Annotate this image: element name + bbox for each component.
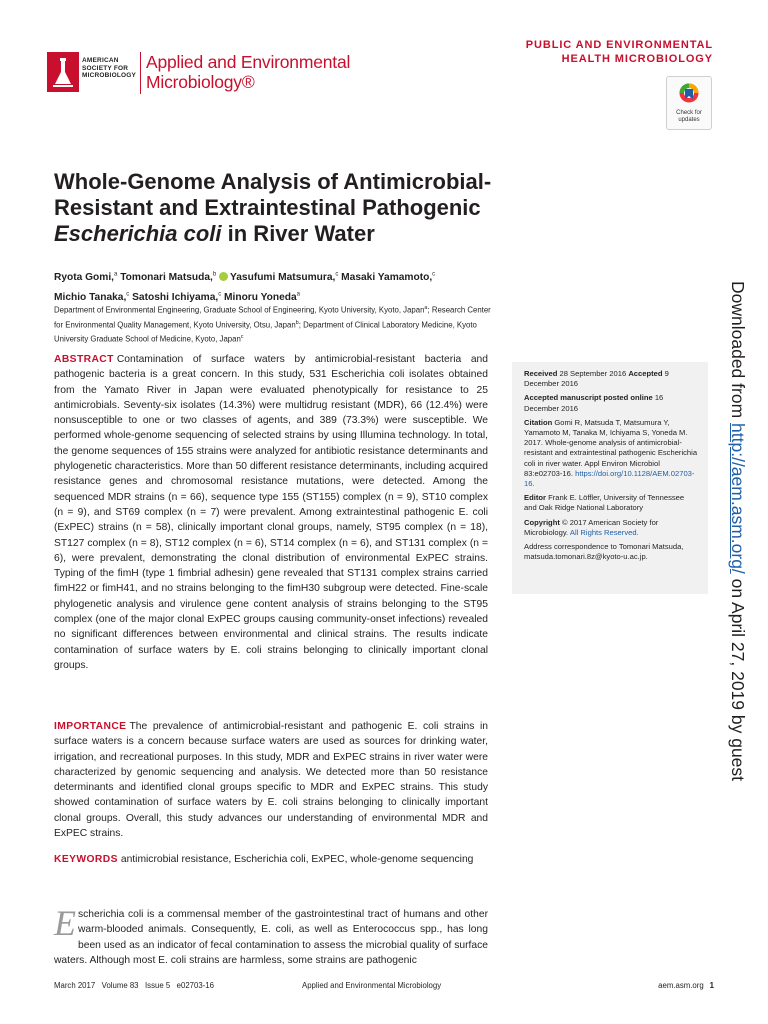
correspondence-block: Address correspondence to Tomonari Matsuda, matsuda.tomonari.8z@kyoto-u.ac.jp.	[524, 542, 684, 562]
drop-cap: E	[54, 903, 76, 943]
dates-block: Received 28 September 2016 Accepted 9 December 2016	[524, 369, 669, 389]
editor-block: Editor Frank E. Löffler, University of Tennessee and Oak Ridge National Laboratory	[524, 493, 685, 513]
page-number: 1	[709, 981, 714, 990]
asm-logo-icon[interactable]	[47, 52, 79, 92]
article-title: Whole-Genome Analysis of Antimicrobial- Resistant and Extraintestinal Pathogenic Escherichia coli in River Water	[54, 169, 492, 246]
footer-journal-name: Applied and Environmental Microbiology	[302, 981, 442, 990]
abstract-label: ABSTRACT	[54, 354, 114, 365]
keywords-label: KEYWORDS	[54, 854, 118, 865]
abstract-text: Contamination of surface waters by antimicrobial-resistant bacteria and pathogenic bacteria is a great concern. In this study, 531 Escherichia coli isolates obtained from the Yamato River in Japan were evaluated phenotypically for resistance to 25 antimicrobials. Seventy-six isolates (14.3%) were multidrug resistant (MDR), 66 (12.4%) were nonsusceptible to one or two classes of agents, and 389 (73.3%) were susceptible. We performed whole-genome sequencing of selected strains by using Illumina technology. In total, the genome sequences of 155 strains were analyzed for antibiotic resistance determinants and phylogenetic characteristics. More than 50 different resistance determinants, including acquired resistance genes and chromosomal resistance mutations, were detected. Among the sequenced MDR strains (n = 66), sequence type 155 (ST155) complex (n = 9), ST10 complex (n = 9), and ST69 complex (n = 7) were prevalent. Among extraintestinal pathogenic E. coli (ExPEC) strains (n = 58), clinically important clonal groups, namely, ST95 complex (n = 18), ST127 complex (n = 8), ST12 complex (n = 6), ST14 complex (n = 6), and ST131 complex (n = 6), were prevalent, demonstrating the clonal distribution of environmental ExPEC strains. Typing of the fimH (type 1 fimbrial adhesin) gene revealed that ST131 complex strains carried fimH22 or fimH41, and no strains belonging to the fimH30 subgroup were detected. Fine-scale phylogenetic analysis and virulence gene content analysis of strains belonging to the ST95 complex (one of the major clonal ExPEC groups causing community-onset infections) revealed no significant differences between environmental and clinical strains. The results indicate contamination of surface waters by E. coli strains belonging to clinically important clonal groups.	[54, 354, 488, 671]
author-name[interactable]: Masaki Yamamoto,$^c$	[341, 272, 436, 284]
check-for-updates-label: Check for updates	[676, 110, 702, 123]
download-notice: Downloaded from http://aem.asm.org/ on April 27, 2019 by guest	[728, 281, 748, 782]
keywords-paragraph	[54, 852, 488, 867]
check-for-updates-button[interactable]	[666, 76, 712, 130]
abstract-paragraph	[54, 352, 488, 673]
footer-site	[658, 981, 714, 991]
keywords-text: antimicrobial resistance, Escherichia coli, ExPEC, whole-genome sequencing	[120, 854, 474, 865]
author-name[interactable]: Yasufumi Matsumura,$^c$	[219, 272, 338, 283]
crossmark-icon	[679, 83, 699, 107]
author-name[interactable]: Minoru Yoneda$^a$	[224, 291, 301, 303]
author-name[interactable]: Michio Tanaka,$^c$	[54, 291, 130, 303]
site-link[interactable]: aem.asm.org	[658, 981, 704, 990]
article-info-box	[512, 362, 708, 594]
journal-name[interactable]: Applied and Environmental Microbiology®	[146, 52, 351, 92]
section-label: PUBLIC AND ENVIRONMENTAL HEALTH MICROBIOLOGY	[525, 39, 713, 65]
journal-site-link[interactable]: http://aem.asm.org/	[728, 423, 748, 574]
author-name[interactable]: Satoshi Ichiyama,$^c$	[132, 291, 222, 303]
author-name[interactable]: Ryota Gomi,$^a$	[54, 272, 118, 284]
affiliations: Department of Environmental Engineering, Graduate School of Engineering, Kyoto University, Kyoto, Japan$^a$; Research Center for Environmental Quality Management, Kyoto University, Otsu, Japan$^b$; Department of Clinical Laboratory Medicine, Kyoto University Graduate School of Medicine, Kyoto, Japan$^c$	[54, 305, 491, 344]
society-name: AMERICAN SOCIETY FOR MICROBIOLOGY	[82, 57, 137, 79]
citation-block: Citation Gomi R, Matsuda T, Matsumura Y, Yamamoto M, Tanaka M, Ichiyama S, Yoneda M. 2017. Whole-genome analysis of antimicrobial-resistant and extraintestinal pathogenic Escherichia coli in river water. Appl Environ Microbiol 83:e02703-16. https://doi.org/10.1128/AEM.02703-16.	[524, 417, 698, 489]
importance-label: IMPORTANCE	[54, 721, 127, 732]
rights-link[interactable]: All Rights Reserved.	[569, 527, 639, 537]
logo-divider	[140, 52, 141, 94]
issue-info: March 2017 Volume 83 Issue 5 e02703-16	[54, 981, 214, 990]
accepted-manuscript-block: Accepted manuscript posted online 16 December 2016	[524, 393, 664, 413]
importance-text: The prevalence of antimicrobial-resistant and pathogenic E. coli strains in surface waters is a concern because surface waters are used as sources for drinking water, irrigation, and recreational purposes. In this study, MDR and ExPEC strains in river water were characterized by genomic sequencing and analysis. We detected more than 50 resistance determinants and identified clonal groups specific to MDR and ExPEC strains. This study showed contamination of surface waters by E. coli strains belonging to clinically important clonal groups. Overall, this study advances our understanding of environmental MDR and ExPEC strains.	[54, 721, 488, 840]
copyright-block: Copyright © 2017 American Society for Microbiology. All Rights Reserved.	[524, 517, 659, 537]
orcid-icon[interactable]	[219, 272, 228, 281]
introduction-paragraph	[54, 903, 488, 968]
introduction-text: scherichia coli is a commensal member of the gastrointestinal tract of humans and other warm-blooded animals. Consequently, E. coli, as well as Enterococcus spp., has long been used as an indicator of fecal contamination to assess the microbial quality of surface waters. Although most E. coli strains are harmless, some strains are pathogenic	[54, 909, 488, 966]
doi-link[interactable]: https://doi.org/10.1128/AEM.02703-16.	[524, 468, 695, 489]
author-list	[54, 267, 494, 306]
importance-paragraph	[54, 719, 488, 841]
author-name[interactable]: Tomonari Matsuda,$^b$	[120, 272, 217, 284]
